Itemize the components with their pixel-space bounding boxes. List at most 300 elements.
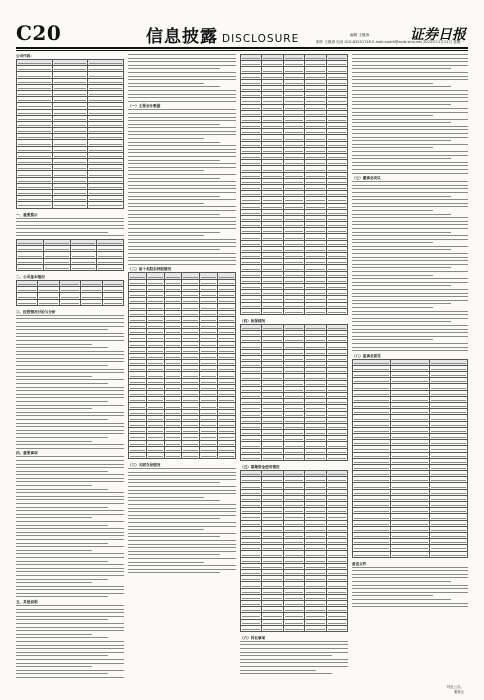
text-line <box>352 232 451 233</box>
text-line <box>352 112 468 113</box>
text-line <box>16 415 124 416</box>
text-line <box>16 326 124 327</box>
text-line <box>16 663 124 664</box>
text-line <box>128 58 236 59</box>
text-line <box>16 448 124 449</box>
text-line <box>128 475 236 476</box>
column-2 <box>128 54 236 678</box>
text-line <box>352 221 468 222</box>
table-cell <box>241 454 262 460</box>
table-cell <box>164 452 182 458</box>
text-line <box>16 514 124 515</box>
text-line <box>128 199 236 200</box>
page-number: C20 <box>16 21 62 45</box>
col1-table-3 <box>16 280 124 306</box>
text-line <box>352 347 468 348</box>
text-line <box>352 235 468 236</box>
text-line <box>128 181 236 182</box>
text-line <box>128 134 236 135</box>
text-line <box>240 652 348 653</box>
table-cell <box>326 308 347 314</box>
text-line <box>128 493 236 494</box>
col4-paragraph-1 <box>352 54 468 174</box>
text-line <box>16 579 108 580</box>
text-line <box>352 72 468 73</box>
text-line <box>16 464 124 465</box>
text-line <box>352 267 451 268</box>
text-line <box>128 472 236 473</box>
text-line <box>16 423 124 424</box>
text-line <box>240 644 348 645</box>
text-line <box>128 221 236 222</box>
table-row <box>241 625 348 631</box>
text-line <box>16 228 124 229</box>
text-line <box>352 577 468 578</box>
col3-heading-1: （四）担保情况 <box>240 318 266 323</box>
col2-paragraph-1 <box>128 54 236 102</box>
text-line <box>128 529 204 530</box>
text-line <box>128 533 236 534</box>
text-line <box>352 300 468 301</box>
text-line <box>352 65 468 66</box>
text-line <box>352 144 468 145</box>
text-line <box>128 124 220 125</box>
text-line <box>16 489 108 490</box>
text-line <box>16 315 124 316</box>
text-line <box>16 412 124 413</box>
text-line <box>16 539 124 540</box>
text-line <box>128 86 220 87</box>
text-line <box>16 659 124 660</box>
table-row <box>17 264 124 270</box>
text-line <box>352 137 468 138</box>
text-line <box>16 623 124 624</box>
text-line <box>16 550 92 551</box>
table-cell <box>241 625 262 631</box>
text-line <box>352 303 451 304</box>
column-1 <box>16 54 124 678</box>
text-line <box>352 169 468 170</box>
text-line <box>16 612 124 613</box>
text-line <box>16 641 124 642</box>
text-line <box>16 441 92 442</box>
text-line <box>128 522 236 523</box>
col3-paragraph-1 <box>240 641 348 674</box>
text-line <box>16 666 92 667</box>
text-line <box>128 228 236 229</box>
text-line <box>16 322 124 323</box>
text-line <box>16 677 124 678</box>
text-line <box>16 369 124 370</box>
table-cell <box>429 551 467 557</box>
text-line <box>352 199 468 200</box>
text-line <box>240 662 348 663</box>
table-row <box>17 202 124 208</box>
table-cell <box>262 625 283 631</box>
table-cell <box>17 299 38 305</box>
contact-meta: 制作 王敬涛 电话 010-83251716 E-mail:zqrb9@zqrb.sina.net 2022年11月21日 星期一 <box>315 40 464 44</box>
text-line <box>16 401 108 402</box>
text-line <box>352 140 451 141</box>
text-line <box>128 569 236 570</box>
text-line <box>352 325 468 326</box>
text-line <box>128 97 236 98</box>
text-line <box>16 673 108 674</box>
text-line <box>352 129 468 130</box>
text-line <box>352 271 468 272</box>
text-line <box>352 165 468 166</box>
text-line <box>128 68 220 69</box>
text-line <box>352 108 468 109</box>
text-line <box>352 122 451 123</box>
table-cell <box>326 625 347 631</box>
col1-heading-4: 四、重要事项 <box>16 451 38 456</box>
text-line <box>352 115 433 116</box>
text-line <box>16 361 124 362</box>
text-line <box>352 260 468 261</box>
text-line <box>352 343 468 344</box>
text-line <box>128 167 236 168</box>
text-line <box>16 347 108 348</box>
text-line <box>352 574 468 575</box>
text-line <box>16 390 124 391</box>
text-line <box>128 113 236 114</box>
text-line <box>128 246 236 247</box>
text-line <box>16 478 124 479</box>
text-line <box>352 196 451 197</box>
col4-table-1 <box>352 359 468 558</box>
table-cell <box>326 454 347 460</box>
text-line <box>352 192 468 193</box>
text-line <box>16 444 124 445</box>
table-row <box>241 454 348 460</box>
text-line <box>128 479 236 480</box>
text-line <box>352 147 433 148</box>
table-row <box>241 308 348 314</box>
table-cell <box>102 299 123 305</box>
table-cell <box>17 264 44 270</box>
table-row <box>353 551 468 557</box>
newspaper-logo: 证券日报 <box>410 27 466 43</box>
col1-paragraph-4 <box>16 605 124 678</box>
text-line <box>352 311 468 312</box>
text-line <box>16 426 124 427</box>
col3-table-2 <box>240 324 348 461</box>
table-cell <box>305 454 326 460</box>
col2-paragraph-3 <box>128 468 236 573</box>
text-line <box>128 163 236 164</box>
text-line <box>352 217 468 218</box>
text-line <box>16 582 92 583</box>
text-line <box>352 90 468 91</box>
table-cell <box>17 202 53 208</box>
text-line <box>128 239 236 240</box>
section-title-cn: 信息披露 <box>146 27 218 47</box>
text-line <box>128 61 236 62</box>
text-line <box>352 329 468 330</box>
text-line <box>352 314 468 315</box>
col3-table-1 <box>240 54 348 315</box>
text-line <box>128 196 220 197</box>
text-line <box>128 242 236 243</box>
text-line <box>16 372 124 373</box>
text-line <box>16 376 92 377</box>
text-line <box>128 54 236 55</box>
text-line <box>352 570 468 571</box>
table-cell <box>88 202 124 208</box>
text-line <box>352 282 468 283</box>
text-line <box>16 394 124 395</box>
text-line <box>128 156 236 157</box>
masthead-rule-thin <box>16 50 468 51</box>
table-cell <box>218 452 236 458</box>
text-line <box>16 586 124 587</box>
text-line <box>128 249 220 250</box>
text-line <box>128 127 236 128</box>
text-line <box>240 655 332 656</box>
table-cell <box>305 308 326 314</box>
footer-line-2: 董事会 <box>453 690 464 694</box>
footer <box>447 684 464 694</box>
text-line <box>128 235 204 236</box>
text-line <box>16 481 124 482</box>
text-line <box>352 603 468 604</box>
text-line <box>16 419 108 420</box>
text-line <box>352 214 451 215</box>
text-line <box>128 83 204 84</box>
text-line <box>352 185 468 186</box>
text-line <box>128 486 236 487</box>
text-line <box>128 547 236 548</box>
col3-heading-2: （五）募集资金使用情况 <box>240 465 280 469</box>
text-line <box>128 109 236 110</box>
table-cell <box>182 452 200 458</box>
text-line <box>16 561 108 562</box>
table-cell <box>241 308 262 314</box>
text-line <box>352 173 468 174</box>
text-line <box>16 525 108 526</box>
text-line <box>128 518 220 519</box>
text-line <box>128 203 204 204</box>
text-line <box>128 511 236 512</box>
text-line <box>16 652 124 653</box>
col2-paragraph-2 <box>128 109 236 265</box>
text-line <box>16 467 124 468</box>
text-line <box>16 630 124 631</box>
text-line <box>352 285 451 286</box>
text-line <box>128 540 236 541</box>
text-line <box>128 170 204 171</box>
text-line <box>352 242 433 243</box>
column-4 <box>352 54 468 678</box>
text-line <box>128 558 236 559</box>
text-line <box>128 65 236 66</box>
text-line <box>128 131 236 132</box>
table-row <box>17 299 124 305</box>
text-line <box>16 557 124 558</box>
text-line <box>352 581 451 582</box>
text-line <box>352 293 468 294</box>
text-line <box>16 499 124 500</box>
text-line <box>128 544 236 545</box>
text-line <box>128 101 236 102</box>
col1-heading-2: 二、公司基本情况 <box>16 275 45 279</box>
text-line <box>128 264 236 265</box>
col1-paragraph-2 <box>16 315 124 449</box>
text-line <box>16 645 124 646</box>
text-line <box>128 508 236 509</box>
text-line <box>128 526 236 527</box>
text-line <box>16 609 124 610</box>
text-line <box>352 296 468 297</box>
text-line <box>16 397 124 398</box>
col2-table-1 <box>128 272 236 459</box>
text-line <box>16 318 124 319</box>
text-line <box>128 117 236 118</box>
text-line <box>16 507 108 508</box>
text-line <box>352 307 433 308</box>
text-line <box>352 339 433 340</box>
text-line <box>240 670 316 671</box>
text-line <box>128 562 204 563</box>
text-line <box>352 228 468 229</box>
text-line <box>16 670 124 671</box>
text-line <box>128 468 236 469</box>
text-line <box>352 210 433 211</box>
col1-paragraph-3 <box>16 456 124 597</box>
table-cell <box>353 551 391 557</box>
editor-credit: 编辑 王敬涛 <box>350 33 370 37</box>
section-title <box>146 22 299 47</box>
text-line <box>16 564 124 565</box>
text-line <box>352 76 468 77</box>
text-line <box>352 321 451 322</box>
col4-paragraph-2 <box>352 181 468 351</box>
text-line <box>128 149 236 150</box>
table-cell <box>262 308 283 314</box>
text-line <box>352 264 468 265</box>
table-cell <box>81 299 102 305</box>
text-line <box>352 585 468 586</box>
text-line <box>128 232 220 233</box>
col1-table-2 <box>16 239 124 271</box>
text-line <box>352 289 468 290</box>
text-line <box>352 336 468 337</box>
text-line <box>240 659 348 660</box>
text-line <box>352 206 468 207</box>
text-line <box>16 351 124 352</box>
text-line <box>128 253 236 254</box>
table-cell <box>200 452 218 458</box>
col1-paragraph-1 <box>16 218 124 237</box>
table-cell <box>43 264 70 270</box>
text-line <box>128 224 236 225</box>
text-line <box>352 224 468 225</box>
text-line <box>352 567 468 568</box>
text-line <box>352 155 468 156</box>
text-line <box>128 490 236 491</box>
text-line <box>128 257 236 258</box>
text-line <box>352 162 468 163</box>
text-line <box>128 142 220 143</box>
table-cell <box>129 452 147 458</box>
table-cell <box>391 551 429 557</box>
text-line <box>352 181 468 182</box>
text-line <box>128 188 236 189</box>
text-line <box>352 54 468 55</box>
text-line <box>16 329 108 330</box>
text-line <box>128 192 236 193</box>
text-line <box>352 203 468 204</box>
text-line <box>128 482 220 483</box>
section-title-en: DISCLOSURE <box>222 33 300 45</box>
text-line <box>352 97 468 98</box>
text-line <box>16 408 92 409</box>
text-line <box>16 593 124 594</box>
text-line <box>128 554 220 555</box>
masthead <box>0 0 484 50</box>
text-line <box>128 210 236 211</box>
text-line <box>16 546 124 547</box>
table-cell <box>262 454 283 460</box>
text-line <box>352 133 468 134</box>
text-line <box>16 571 124 572</box>
table-cell <box>283 454 304 460</box>
text-line <box>128 206 236 207</box>
text-line <box>352 318 468 319</box>
table-cell <box>38 299 59 305</box>
text-line <box>16 655 108 656</box>
text-line <box>352 595 433 596</box>
text-line <box>16 575 124 576</box>
text-line <box>16 365 108 366</box>
text-line <box>352 246 468 247</box>
text-line <box>16 387 124 388</box>
text-line <box>16 528 124 529</box>
table-cell <box>97 264 124 270</box>
text-line <box>352 126 468 127</box>
col1-heading-1: 一、重要提示 <box>16 212 38 217</box>
text-line <box>128 94 236 95</box>
text-line <box>352 61 468 62</box>
col3-heading-3: （六）诉讼事项 <box>240 635 266 640</box>
text-line <box>16 492 124 493</box>
text-line <box>16 474 124 475</box>
text-line <box>16 379 124 380</box>
text-line <box>352 257 468 258</box>
text-line <box>16 358 124 359</box>
text-line <box>16 221 124 222</box>
text-line <box>240 673 332 674</box>
text-line <box>128 536 220 537</box>
text-line <box>16 456 124 457</box>
text-line <box>128 217 236 218</box>
col4-paragraph-3 <box>352 567 468 608</box>
text-line <box>128 572 220 573</box>
text-line <box>352 332 468 333</box>
col1-heading-5: 五、其他说明 <box>16 600 38 605</box>
text-line <box>352 249 451 250</box>
col4-heading-3: 备查文件 <box>352 561 367 566</box>
text-line <box>16 627 124 628</box>
text-line <box>352 599 451 600</box>
text-line <box>16 383 108 384</box>
text-line <box>352 188 468 189</box>
text-line <box>16 405 124 406</box>
text-line <box>128 551 236 552</box>
text-line <box>16 648 124 649</box>
text-line <box>16 336 124 337</box>
